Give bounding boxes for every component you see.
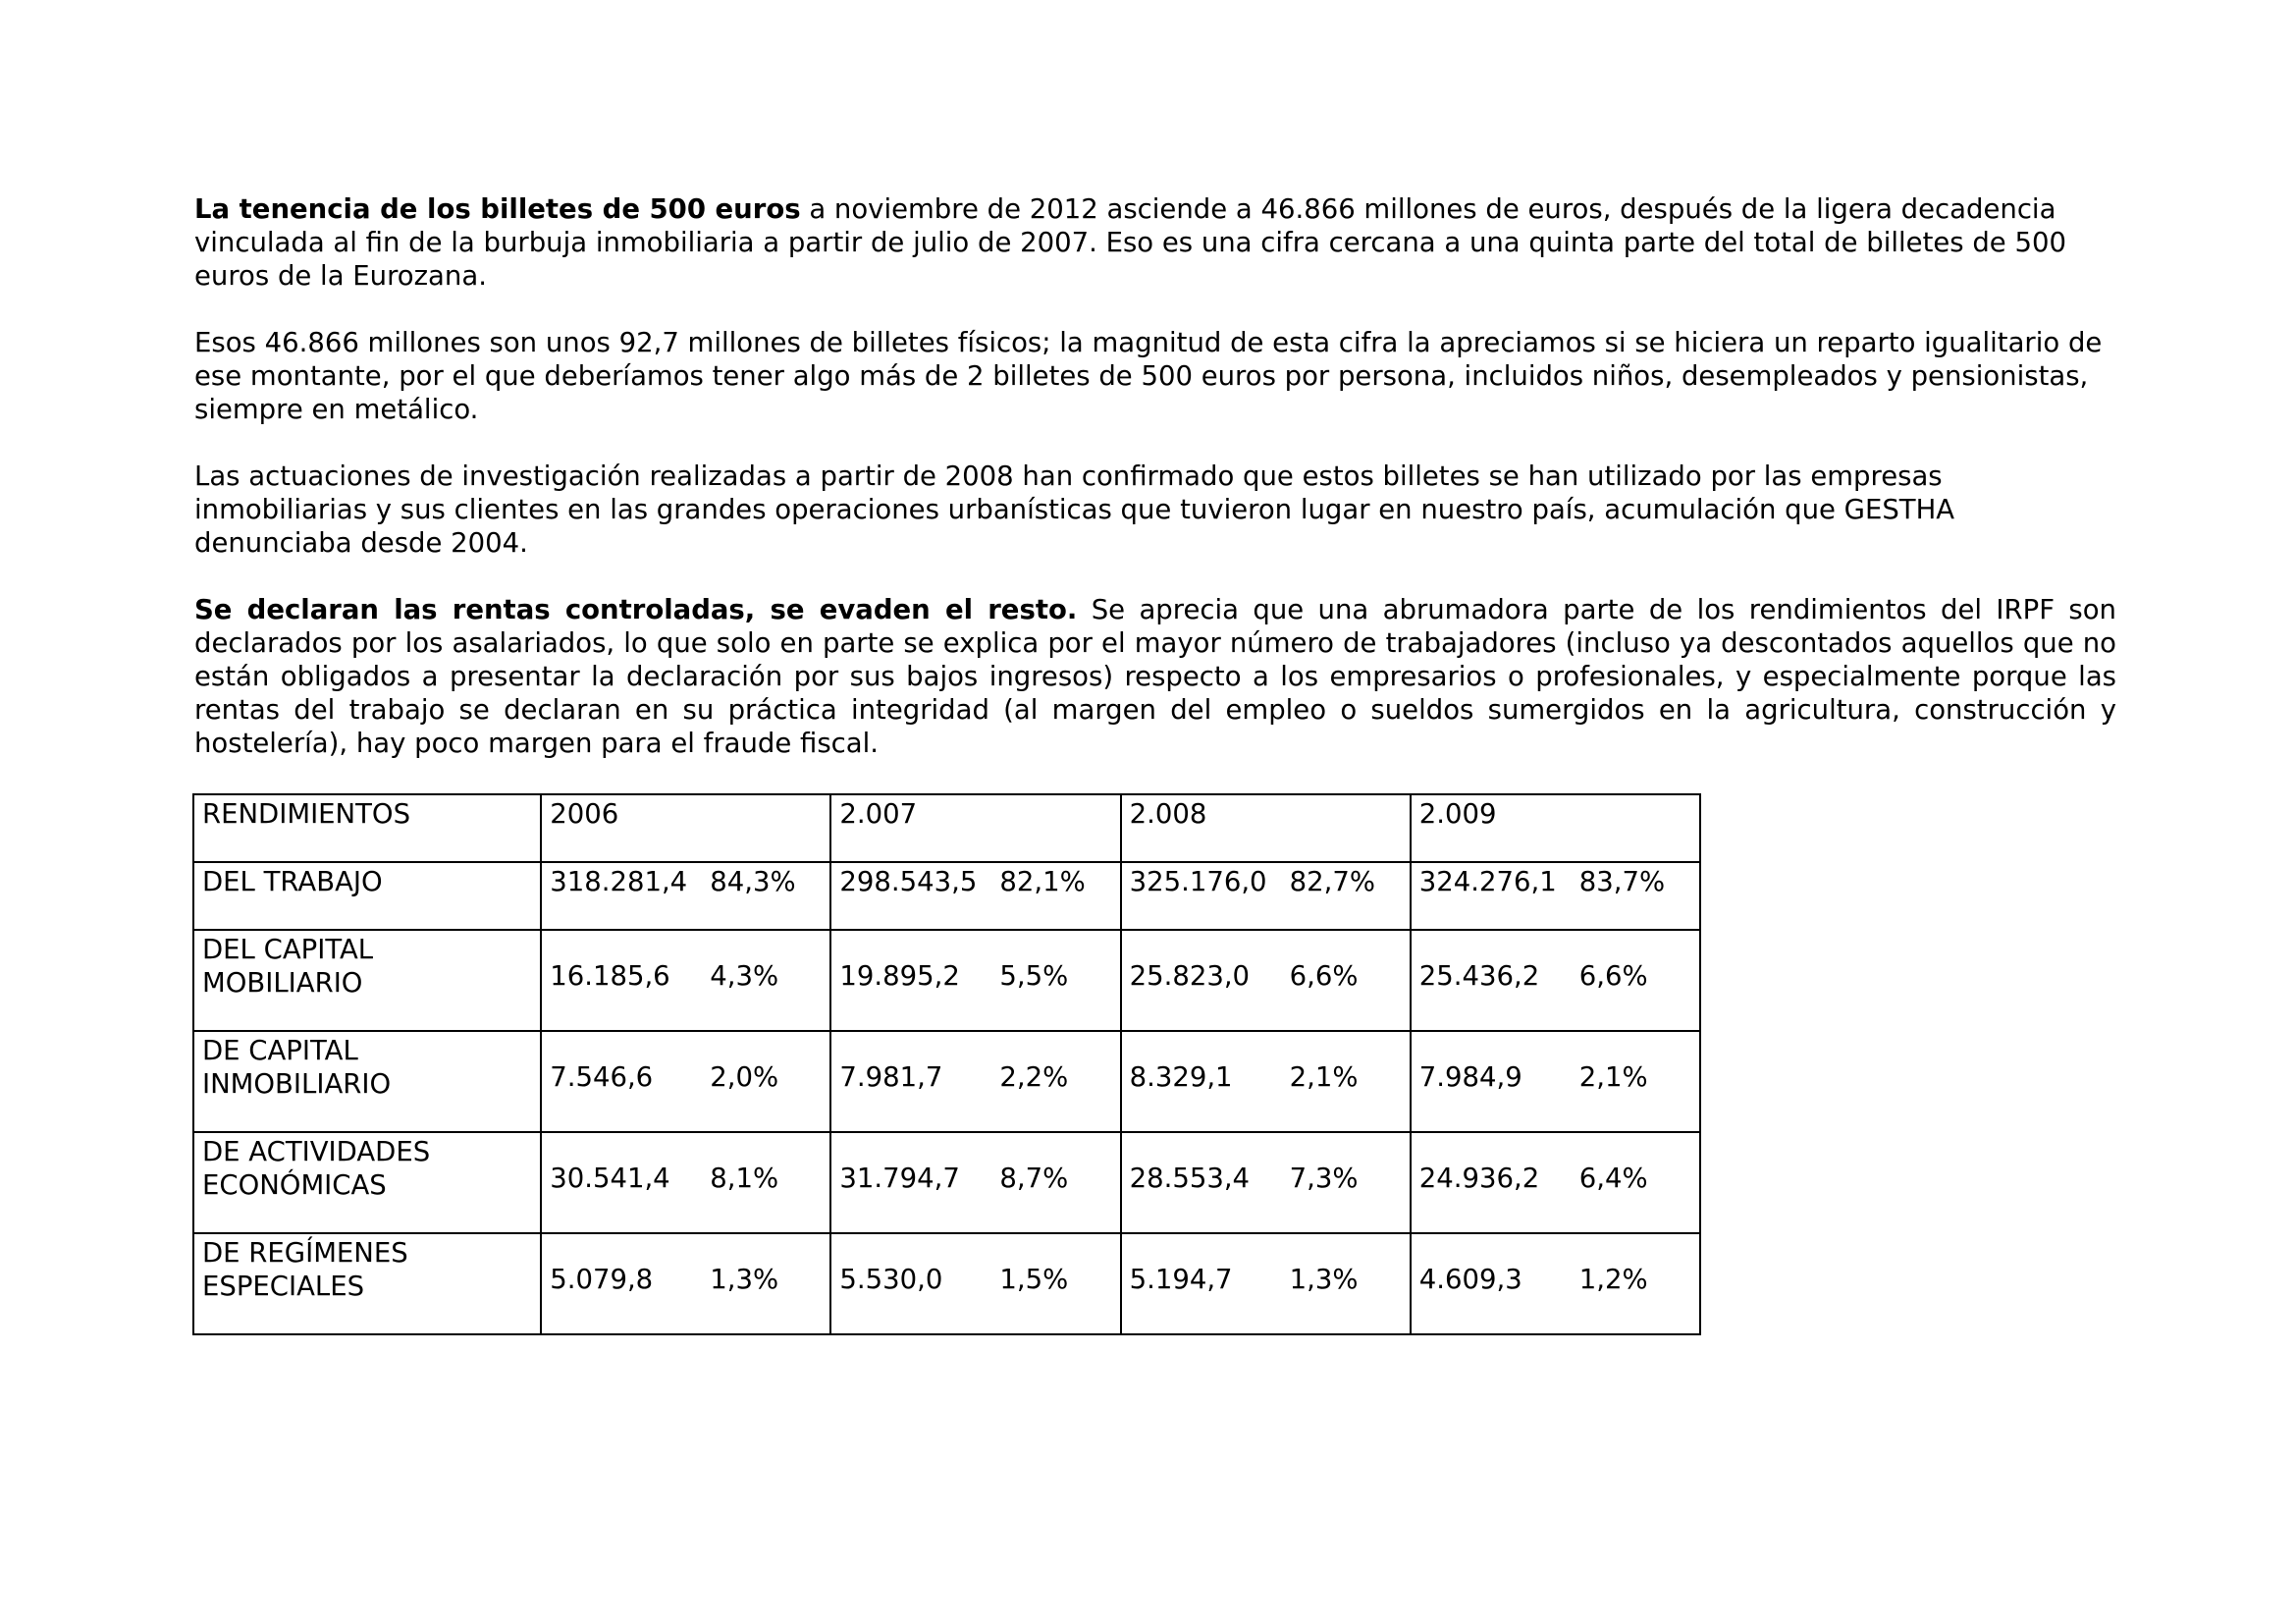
cell-percent: 1,3% bbox=[1289, 1263, 1359, 1295]
cell-percent: 1,2% bbox=[1578, 1263, 1648, 1295]
cell-amount: 5.530,0 bbox=[839, 1263, 943, 1295]
row-label: DE ACTIVIDADES ECONÓMICAS bbox=[193, 1132, 541, 1233]
table-row bbox=[193, 930, 1700, 1031]
cell-amount: 5.079,8 bbox=[550, 1263, 654, 1295]
table-cell bbox=[1411, 1233, 1700, 1334]
table-cell bbox=[1121, 1132, 1411, 1233]
cell-percent: 2,1% bbox=[1578, 1060, 1648, 1093]
cell-amount: 4.609,3 bbox=[1418, 1263, 1522, 1295]
cell-percent: 83,7% bbox=[1578, 866, 1666, 897]
cell-amount: 28.553,4 bbox=[1129, 1162, 1251, 1194]
table-cell bbox=[1121, 1031, 1411, 1132]
cell-amount: 7.981,7 bbox=[839, 1060, 943, 1093]
row-label: DEL TRABAJO bbox=[193, 862, 541, 930]
table-cell bbox=[830, 1233, 1120, 1334]
table-row bbox=[193, 1132, 1700, 1233]
table-cell bbox=[1411, 930, 1700, 1031]
table-cell bbox=[541, 1132, 830, 1233]
table-cell bbox=[1121, 1233, 1411, 1334]
table-header-cell: 2006 bbox=[541, 794, 830, 862]
cell-percent: 82,1% bbox=[999, 866, 1086, 897]
table-cell bbox=[1121, 862, 1411, 930]
cell-percent: 1,5% bbox=[999, 1263, 1069, 1295]
cell-amount: 318.281,4 bbox=[550, 866, 688, 897]
cell-percent: 2,1% bbox=[1289, 1060, 1359, 1093]
cell-amount: 8.329,1 bbox=[1129, 1060, 1233, 1093]
table-cell bbox=[1411, 1031, 1700, 1132]
paragraph-bold-lead: Se declaran las rentas controladas, se evaden el resto. bbox=[194, 594, 1078, 625]
paragraph-body: a noviembre de 2012 asciende a 46.866 millones de euros, después de la ligera decadencia vinculada al fin de la burbuja inmobiliaria a partir de julio de 2007. Eso es una cifra cercana a una quinta parte del total de billetes de 500 euros de la Eurozana. bbox=[194, 193, 2066, 292]
table-header-row bbox=[193, 794, 1700, 862]
table-cell bbox=[541, 862, 830, 930]
cell-percent: 5,5% bbox=[999, 959, 1069, 992]
paragraph-investigacion bbox=[194, 460, 2116, 560]
cell-amount: 325.176,0 bbox=[1129, 866, 1267, 897]
table-header-cell: 2.008 bbox=[1121, 794, 1411, 862]
cell-percent: 84,3% bbox=[710, 866, 796, 897]
paragraph-rentas-controladas bbox=[194, 593, 2116, 760]
table-row bbox=[193, 1233, 1700, 1334]
table-cell bbox=[1411, 862, 1700, 930]
paragraph-body: Las actuaciones de investigación realizadas a partir de 2008 han confirmado que estos billetes se han utilizado por las empresas inmobiliarias y sus clientes en las grandes operaciones urbanísticas que tuvieron lugar en nuestro país, acumulación que GESTHA denunciaba desde 2004. bbox=[194, 460, 1955, 559]
cell-amount: 30.541,4 bbox=[550, 1162, 670, 1194]
paragraph-body: Se aprecia que una abrumadora parte de los rendimientos del IRPF son declarados por los asalariados, lo que solo en parte se explica por el mayor número de trabajadores (incluso ya descontados aquellos que no están obligados a presentar la declaración por sus bajos ingresos) respecto a los empresarios o profesionales, y especialmente porque las rentas del trabajo se declaran en su práctica integridad (al margen del empleo o sueldos sumergidos en la agricultura, construcción y hostelería), hay poco margen para el fraude fiscal. bbox=[194, 594, 2116, 759]
cell-amount: 7.546,6 bbox=[550, 1060, 654, 1093]
cell-amount: 7.984,9 bbox=[1418, 1060, 1522, 1093]
paragraph-billetes-500 bbox=[194, 192, 2116, 293]
cell-percent: 8,7% bbox=[999, 1162, 1069, 1194]
table-cell bbox=[1411, 1132, 1700, 1233]
cell-percent: 2,0% bbox=[710, 1060, 779, 1093]
cell-percent: 4,3% bbox=[710, 959, 779, 992]
cell-amount: 324.276,1 bbox=[1418, 866, 1557, 897]
paragraph-reparto bbox=[194, 326, 2116, 426]
table-row bbox=[193, 862, 1700, 930]
cell-percent: 2,2% bbox=[999, 1060, 1069, 1093]
cell-amount: 24.936,2 bbox=[1418, 1162, 1540, 1194]
paragraph-body: Esos 46.866 millones son unos 92,7 millones de billetes físicos; la magnitud de esta cifra la apreciamos si se hiciera un reparto igualitario de ese montante, por el que deberíamos tener algo más de 2 billetes de 500 euros por persona, incluidos niños, desempleados y pensionistas, siempre en metálico. bbox=[194, 327, 2103, 425]
table-cell bbox=[830, 1132, 1120, 1233]
cell-percent: 7,3% bbox=[1289, 1162, 1359, 1194]
table-cell bbox=[830, 1031, 1120, 1132]
cell-percent: 82,7% bbox=[1289, 866, 1375, 897]
table-cell bbox=[541, 1233, 830, 1334]
cell-amount: 31.794,7 bbox=[839, 1162, 960, 1194]
table-header-cell: RENDIMIENTOS bbox=[193, 794, 541, 862]
cell-amount: 5.194,7 bbox=[1129, 1263, 1233, 1295]
cell-percent: 6,4% bbox=[1578, 1162, 1648, 1194]
paragraph-bold-lead: La tenencia de los billetes de 500 euros bbox=[194, 193, 801, 225]
row-label: DEL CAPITAL MOBILIARIO bbox=[193, 930, 541, 1031]
cell-amount: 25.823,0 bbox=[1129, 959, 1251, 992]
cell-amount: 298.543,5 bbox=[839, 866, 978, 897]
rendimientos-table bbox=[192, 793, 1701, 1335]
cell-percent: 8,1% bbox=[710, 1162, 779, 1194]
cell-percent: 6,6% bbox=[1289, 959, 1359, 992]
table-cell bbox=[541, 1031, 830, 1132]
table-header-cell: 2.009 bbox=[1411, 794, 1700, 862]
cell-amount: 25.436,2 bbox=[1418, 959, 1540, 992]
cell-percent: 6,6% bbox=[1578, 959, 1648, 992]
table-cell bbox=[830, 862, 1120, 930]
table-cell bbox=[830, 930, 1120, 1031]
table-row bbox=[193, 1031, 1700, 1132]
cell-amount: 16.185,6 bbox=[550, 959, 670, 992]
cell-amount: 19.895,2 bbox=[839, 959, 960, 992]
table-header-cell: 2.007 bbox=[830, 794, 1120, 862]
row-label: DE CAPITAL INMOBILIARIO bbox=[193, 1031, 541, 1132]
cell-percent: 1,3% bbox=[710, 1263, 779, 1295]
row-label: DE REGÍMENES ESPECIALES bbox=[193, 1233, 541, 1334]
table-cell bbox=[1121, 930, 1411, 1031]
table-cell bbox=[541, 930, 830, 1031]
